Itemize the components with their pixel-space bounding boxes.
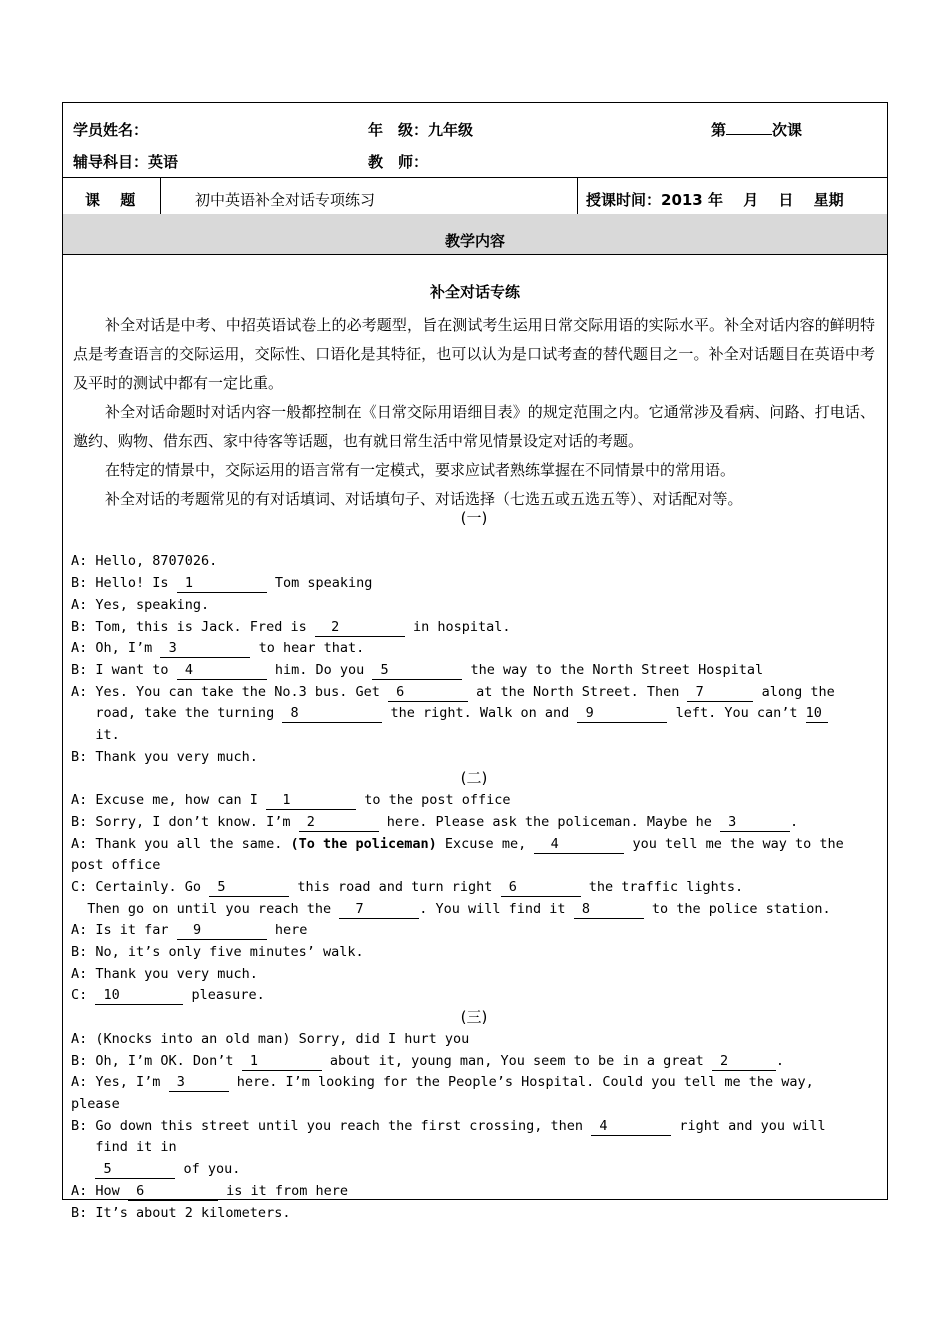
lesson-time-label: 授课时间：2013 年 月 日 星期: [586, 191, 844, 209]
intro-paragraph: 在特定的情景中，交际运用的语言常有一定模式，要求应试者熟练掌握在不同情景中的常用语。: [105, 461, 736, 479]
blank[interactable]: 7: [339, 900, 419, 919]
intro-text: [73, 311, 875, 514]
blank[interactable]: 1: [266, 791, 356, 810]
blank[interactable]: 3: [160, 639, 250, 658]
blank[interactable]: 4: [534, 835, 624, 854]
blank[interactable]: 7: [687, 683, 753, 702]
student-name-label: 学员姓名：: [73, 121, 149, 139]
subject-label: 辅导科目：英语: [73, 153, 179, 171]
divider: [63, 177, 887, 178]
blank[interactable]: 10: [806, 704, 828, 723]
blank[interactable]: 6: [388, 683, 468, 702]
blank[interactable]: 9: [577, 704, 667, 723]
dialogues: (一) A: Hello, 8707026. B: Hello! Is 1 Tom speaking A: Yes, speaking. B: Tom, this is Jack. Fred is 2 in hospital. A: Oh, I’m 3 to hear that. B: I want to 4 him. Do you 5 the way to the North Street Hospital A: Yes. You can take the No.3 bus. Get 6 at the North Street. Then 7 along the road, take the turning 8 the right. Walk on and 9 left. You can’t 10 it. B: Thank you very much. (二) A: Excuse me, how can I 1 to the post office B: Sorry, I don’t know. I’m 2 here. Please ask the policeman. Maybe he 3 . A: Thank you all the same. (To the policeman) Excuse me, 4 you tell me the way to the post office C: Certainly. Go 5 this road and turn right 6 the traffic lights. Then go on until you reach the 7 . You will find it 8 to the police station. A: Is it far 9 here B: No, it’s only five minutes’ walk. A: Thank you very much. C: 10 pleasure. (三) A: (Knocks into an old man) Sorry, did I hurt you B: Oh, I’m OK. Don’t 1 about it, young man, You seem to be in a great 2 . A: Yes, I’m 3 here. I’m looking for the People’s Hospital. Could you tell me the way, please B: Go down this street until you reach the first crossing, then 4 right and you will find it in 5 of you. A: How 6 is it from here B: It’s about 2 kilometers.: [71, 508, 877, 1224]
blank[interactable]: 3: [720, 813, 790, 832]
divider: [160, 177, 161, 214]
blank[interactable]: 6: [128, 1182, 218, 1201]
blank[interactable]: 8: [574, 900, 644, 919]
section-heading: 补全对话专练: [429, 283, 520, 301]
grade-label: 年 级：九年级: [368, 121, 474, 139]
divider: [577, 177, 578, 214]
blank[interactable]: 10: [95, 986, 183, 1005]
blank[interactable]: 1: [177, 574, 267, 593]
topic-label: 课 题: [85, 191, 136, 209]
topic-value: 初中英语补全对话专项练习: [195, 191, 376, 209]
blank[interactable]: 1: [242, 1052, 322, 1071]
blank[interactable]: 6: [501, 878, 581, 897]
blank[interactable]: 9: [177, 921, 267, 940]
blank[interactable]: 3: [169, 1073, 229, 1092]
blank[interactable]: 4: [591, 1117, 671, 1136]
blank[interactable]: 8: [282, 704, 382, 723]
teacher-label: 教 师：: [368, 153, 429, 171]
intro-paragraph: 补全对话的考题常见的有对话填词、对话填句子、对话选择（七选五或五选五等）、对话配对等。: [105, 490, 743, 508]
lesson-number-label: 第 次课: [711, 121, 803, 139]
intro-paragraph: 补全对话命题时对话内容一般都控制在《日常交际用语细目表》的规定范围之内。它通常涉及看病、问路、打电话、邀约、购物、借东西、家中待客等话题，也有就日常生活中常见情景设定对话的考题。: [73, 403, 875, 450]
intro-paragraph: 补全对话是中考、中招英语试卷上的必考题型，旨在测试考生运用日常交际用语的实际水平。补全对话内容的鲜明特点是考查语言的交际运用，交际性、口语化是其特征，也可以认为是口试考查的替代题目之一。补全对话题目在英语中考及平时的测试中都有一定比重。: [73, 316, 875, 392]
lesson-sheet: [62, 102, 888, 1221]
blank[interactable]: 5: [209, 878, 289, 897]
blank[interactable]: 2: [712, 1052, 776, 1071]
blank[interactable]: 5: [95, 1160, 175, 1179]
section-title: (二): [460, 769, 488, 788]
content-header: 教学内容: [444, 232, 505, 250]
divider: [63, 254, 887, 255]
blank[interactable]: 2: [299, 813, 379, 832]
blank[interactable]: 2: [315, 618, 405, 637]
blank[interactable]: 5: [372, 661, 462, 680]
blank[interactable]: 4: [177, 661, 267, 680]
section-title: (一): [460, 509, 488, 527]
section-title: (三): [460, 1008, 488, 1027]
